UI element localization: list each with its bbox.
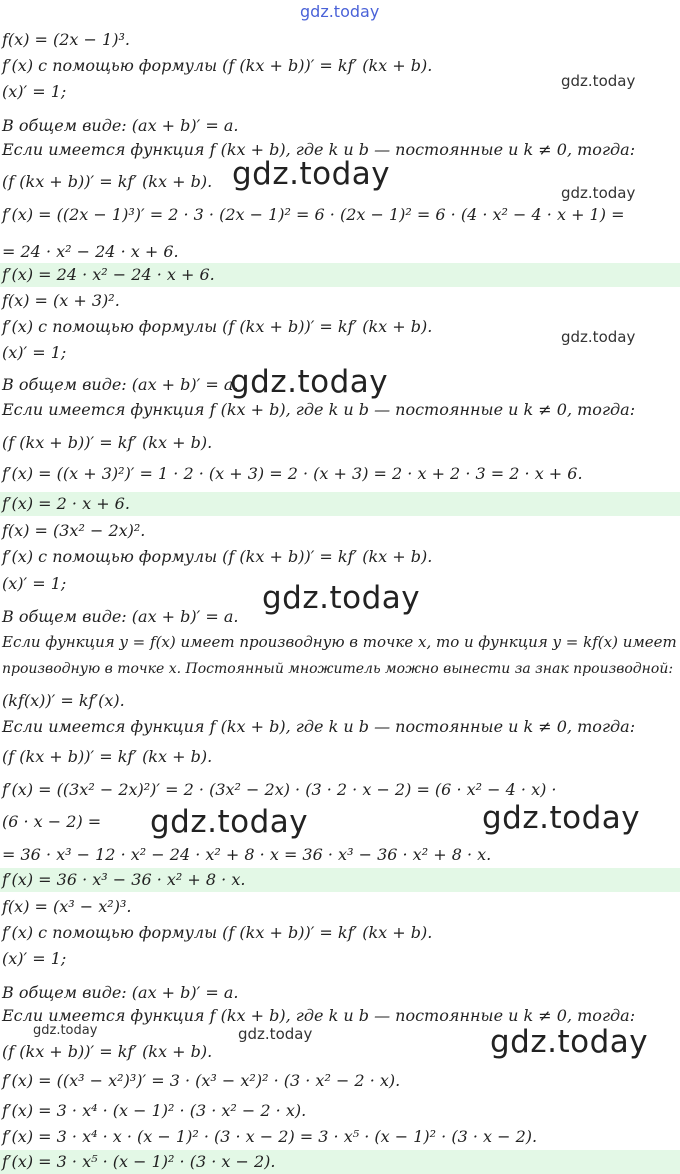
watermark: gdz.today xyxy=(561,72,636,90)
answer-line: f′(x) = 3 · x⁵ · (x − 1)² · (3 · x − 2). xyxy=(2,1152,276,1171)
watermark: gdz.today xyxy=(238,1025,313,1043)
watermark: gdz.today xyxy=(230,364,389,400)
equation-line: f(x) = (3x² − 2x)². xyxy=(2,521,146,540)
formula-line: f′(x) с помощью формулы (f (kx + b))′ = kf′ (kx + b). xyxy=(2,923,433,942)
watermark: gdz.today xyxy=(150,804,309,840)
derivation-line: f′(x) = 3 · x⁴ · (x − 1)² · (3 · x² − 2 · x). xyxy=(2,1101,307,1120)
equation-line: (kf(x))′ = kf′(x). xyxy=(2,691,125,710)
equation-line: f(x) = (x + 3)². xyxy=(2,291,120,310)
rule-text-line: производную в точке x. Постоянный множитель можно вынести за знак производной: xyxy=(2,661,674,677)
equation-line: (x)′ = 1; xyxy=(2,82,67,101)
rule-text-line: Если имеется функция f (kx + b), где k и b — постоянные и k ≠ 0, тогда: xyxy=(2,1006,636,1025)
answer-line: f′(x) = 24 · x² − 24 · x + 6. xyxy=(2,265,215,284)
rule-text-line: Если функция y = f(x) имеет производную в точке x, то и функция y = kf(x) имеет xyxy=(2,633,677,651)
rule-text-line: Если имеется функция f (kx + b), где k и b — постоянные и k ≠ 0, тогда: xyxy=(2,400,636,419)
equation-line: (f (kx + b))′ = kf′ (kx + b). xyxy=(2,172,213,191)
watermark: gdz.today xyxy=(232,156,391,192)
derivation-line: f′(x) = ((x³ − x²)³)′ = 3 · (x³ − x²)² · (3 · x² − 2 · x). xyxy=(2,1071,401,1090)
derivation-line: (6 · x − 2) = xyxy=(2,812,102,831)
derivation-line: = 36 · x³ − 12 · x² − 24 · x² + 8 · x = 36 · x³ − 36 · x² + 8 · x. xyxy=(2,845,492,864)
general-rule-line: В общем виде: (ax + b)′ = a. xyxy=(2,116,239,135)
equation-line: (f (kx + b))′ = kf′ (kx + b). xyxy=(2,1042,213,1061)
watermark: gdz.today xyxy=(490,1024,649,1060)
answer-line: f′(x) = 2 · x + 6. xyxy=(2,494,130,513)
derivation-line: f′(x) = ((2x − 1)³)′ = 2 · 3 · (2x − 1)² = 6 · (2x − 1)² = 6 · (4 · x² − 4 · x + 1) = xyxy=(2,205,625,224)
watermark: gdz.today xyxy=(262,580,421,616)
equation-line: (f (kx + b))′ = kf′ (kx + b). xyxy=(2,433,213,452)
equation-line: (x)′ = 1; xyxy=(2,343,67,362)
watermark: gdz.today xyxy=(561,184,636,202)
formula-line: f′(x) с помощью формулы (f (kx + b))′ = kf′ (kx + b). xyxy=(2,547,433,566)
rule-text-line: Если имеется функция f (kx + b), где k и b — постоянные и k ≠ 0, тогда: xyxy=(2,140,636,159)
general-rule-line: В общем виде: (ax + b)′ = a. xyxy=(2,375,239,394)
derivation-line: f′(x) = ((x + 3)²)′ = 1 · 2 · (x + 3) = 2 · (x + 3) = 2 · x + 2 · 3 = 2 · x + 6. xyxy=(2,464,583,483)
watermark: gdz.today xyxy=(33,1023,98,1038)
general-rule-line: В общем виде: (ax + b)′ = a. xyxy=(2,983,239,1002)
equation-line: (x)′ = 1; xyxy=(2,949,67,968)
equation-line: (f (kx + b))′ = kf′ (kx + b). xyxy=(2,747,213,766)
watermark-top: gdz.today xyxy=(300,2,380,21)
watermark: gdz.today xyxy=(482,800,641,836)
equation-line: (x)′ = 1; xyxy=(2,574,67,593)
formula-line: f′(x) с помощью формулы (f (kx + b))′ = kf′ (kx + b). xyxy=(2,56,433,75)
derivation-line: f′(x) = 3 · x⁴ · x · (x − 1)² · (3 · x − 2) = 3 · x⁵ · (x − 1)² · (3 · x − 2). xyxy=(2,1127,538,1146)
rule-text-line: Если имеется функция f (kx + b), где k и b — постоянные и k ≠ 0, тогда: xyxy=(2,717,636,736)
derivation-line: = 24 · x² − 24 · x + 6. xyxy=(2,242,179,261)
answer-line: f′(x) = 36 · x³ − 36 · x² + 8 · x. xyxy=(2,870,246,889)
derivation-line: f′(x) = ((3x² − 2x)²)′ = 2 · (3x² − 2x) · (3 · 2 · x − 2) = (6 · x² − 4 · x) · xyxy=(2,780,557,799)
formula-line: f′(x) с помощью формулы (f (kx + b))′ = kf′ (kx + b). xyxy=(2,317,433,336)
watermark: gdz.today xyxy=(561,328,636,346)
equation-line: f(x) = (2x − 1)³. xyxy=(2,30,130,49)
general-rule-line: В общем виде: (ax + b)′ = a. xyxy=(2,607,239,626)
equation-line: f(x) = (x³ − x²)³. xyxy=(2,897,132,916)
